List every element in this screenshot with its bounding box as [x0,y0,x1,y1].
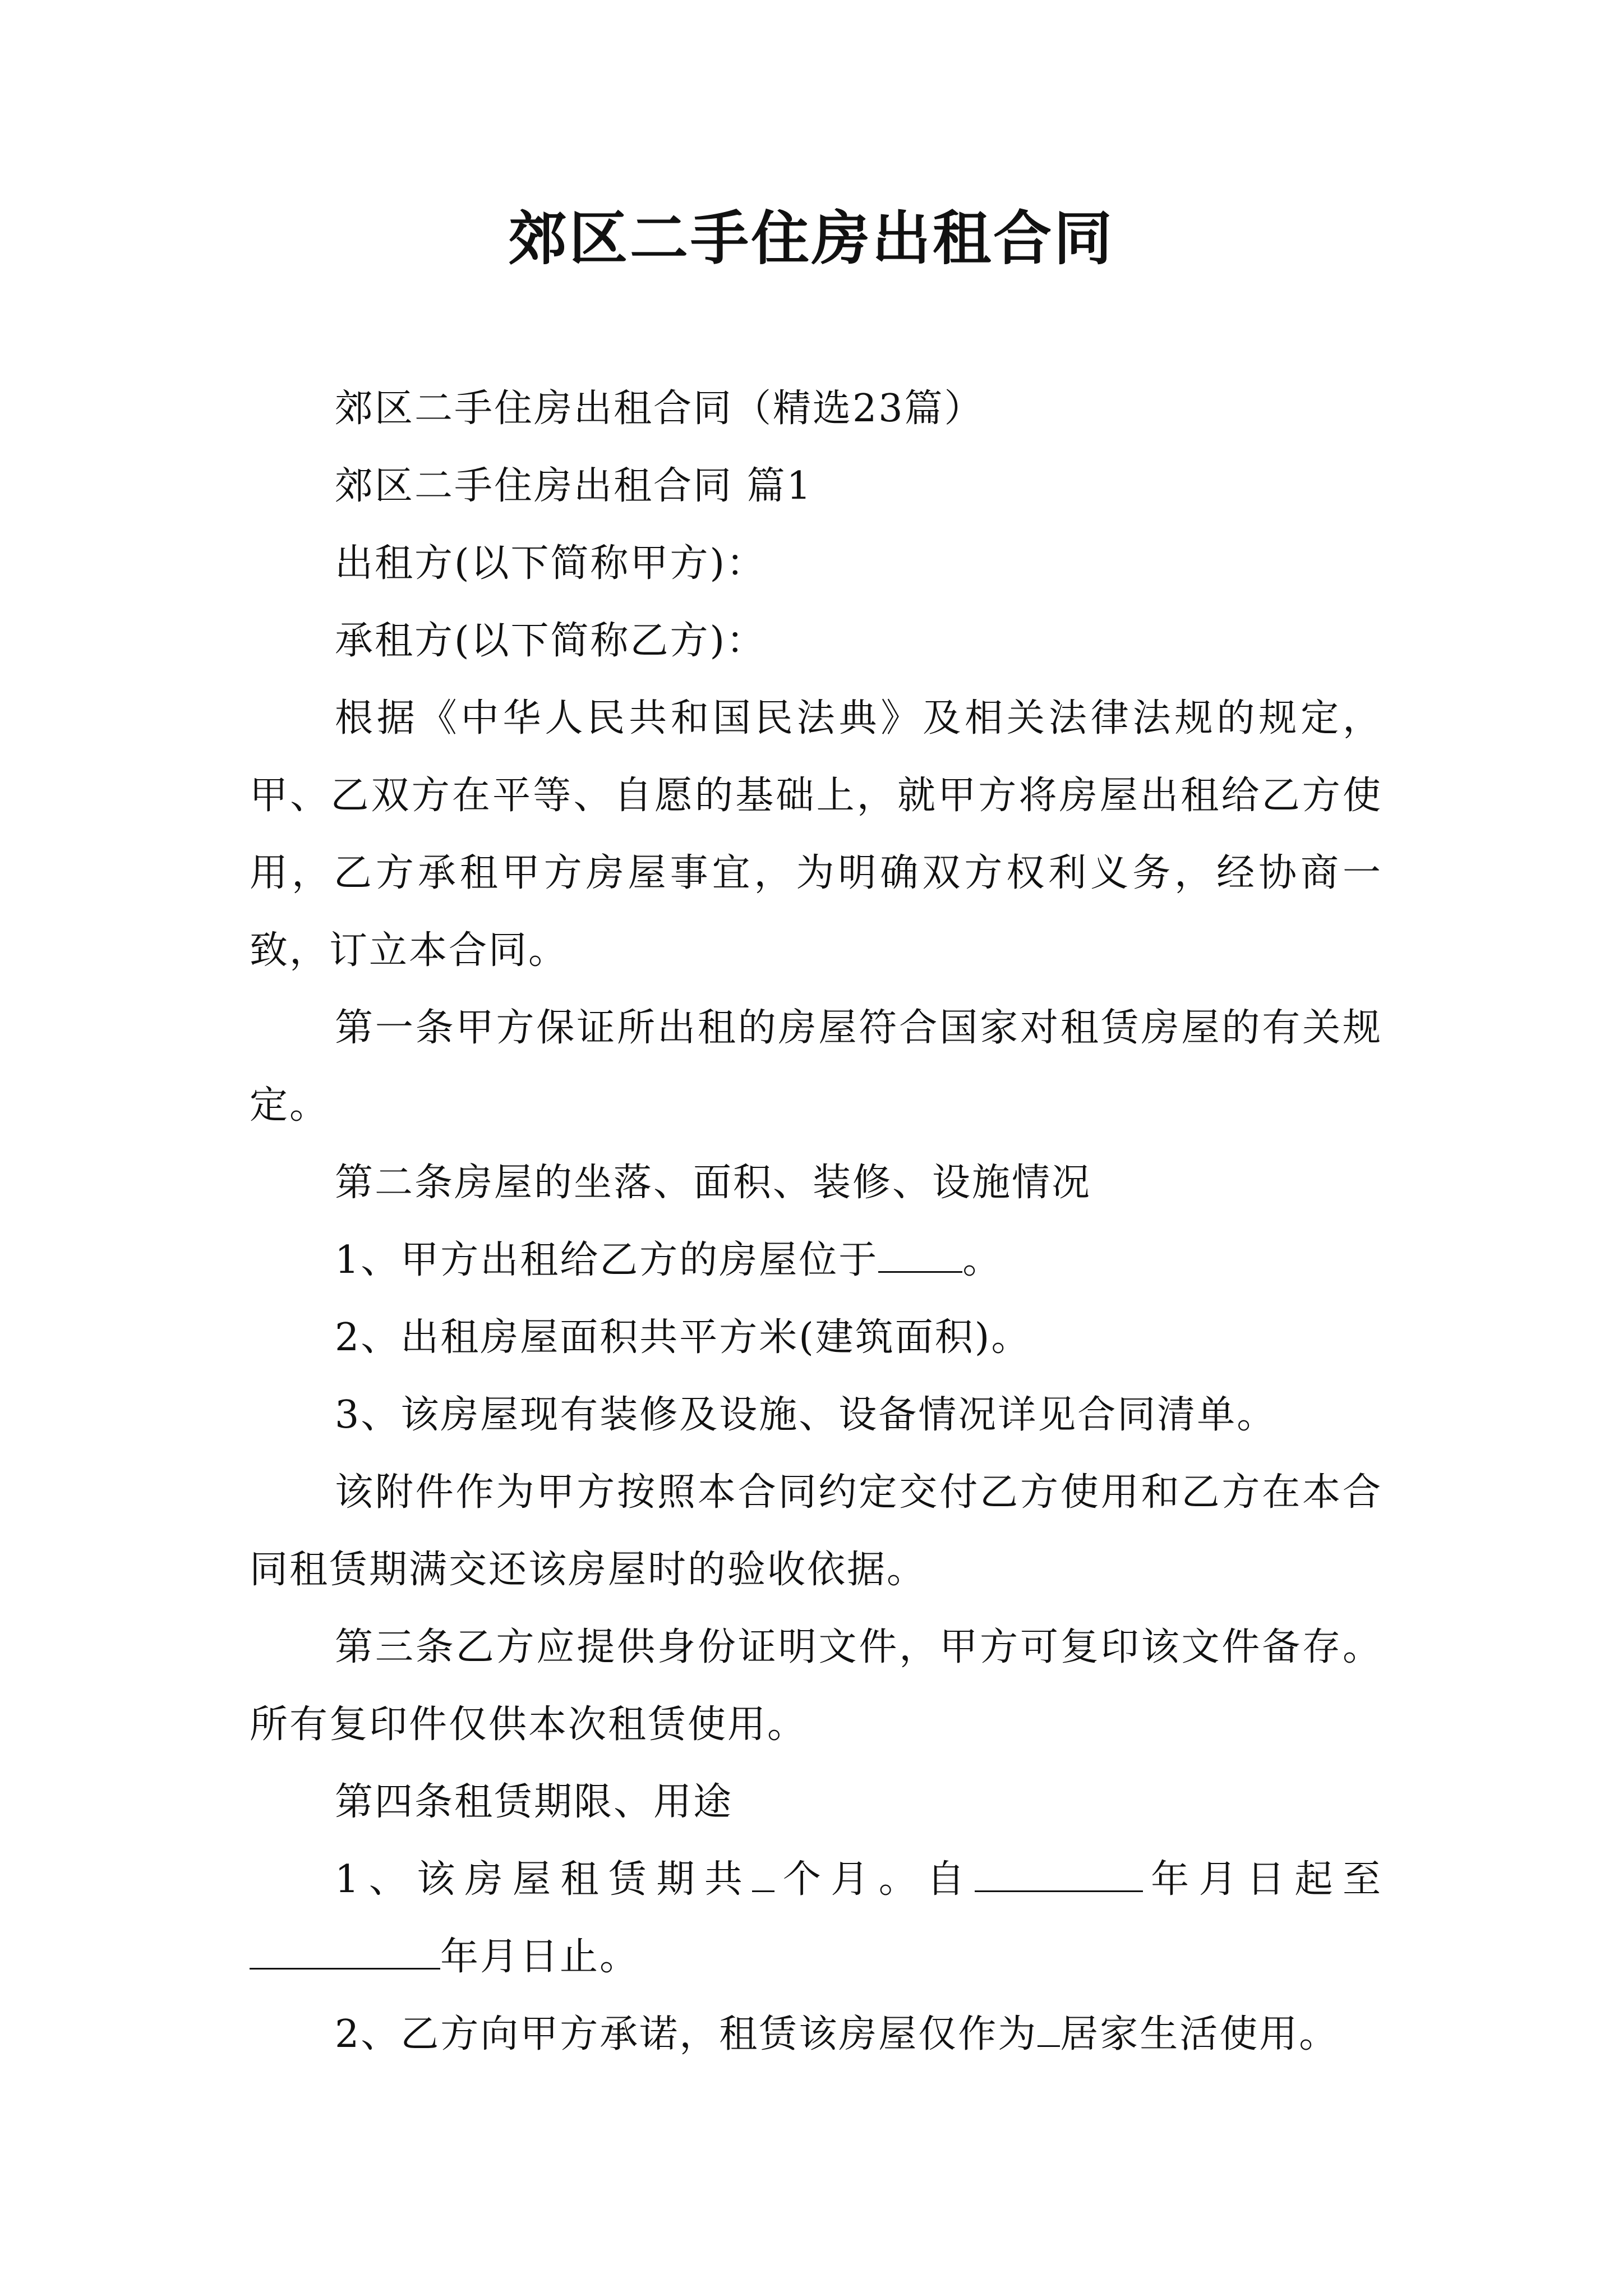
lessee-line: 承租方(以下简称乙方)： [335,619,767,663]
section-heading: 郊区二手住房出租合同 篇1 [335,464,813,508]
article-2-heading: 第二条房屋的坐落、面积、装修、设施情况 [335,1161,1092,1205]
item-text: 年月日止。 [440,1935,640,1979]
document-subtitle: 郊区二手住房出租合同（精选23篇） [335,386,984,431]
lessor-line: 出租方(以下简称甲方)： [335,541,767,586]
article-2-item-3: 3、该房屋现有装修及设施、设备情况详见合同清单。 [335,1393,1277,1437]
article-1-paragraph: 第一条甲方保证所出租的房屋符合国家对租赁房屋的有关规定。 [250,1006,1382,1128]
article-4-item-2 [250,1996,1382,2073]
article-4-item-1 [250,1841,1382,1996]
article-2-item-1 [250,1222,1382,1299]
purpose-blank [1038,2005,1060,2047]
article-3-paragraph: 第三条乙方应提供身份证明文件，甲方可复印该文件备存。所有复印件仅供本次租赁使用。 [250,1625,1382,1747]
article-2-attachment: 该附件作为甲方按照本合同约定交付乙方使用和乙方在本合同租赁期满交还该房屋时的验收依据。 [250,1470,1382,1592]
preamble-paragraph: 根据《中华人民共和国民法典》及相关法律法规的规定，甲、乙双方在平等、自愿的基础上，就甲方将房屋出租给乙方使用，乙方承租甲方房屋事宜，为明确双方权利义务，经协商一致，订立本合同。 [250,696,1382,973]
item-text-end: 。 [962,1238,1003,1282]
item-text: 1、甲方出租给乙方的房屋位于 [335,1238,879,1282]
item-text: 2、乙方向甲方承诺，租赁该房屋仅作为 [335,2012,1038,2056]
document-title: 郊区二手住房出租合同 [508,204,1114,273]
item-text: 1、该房屋租赁期共 [335,1857,753,1902]
end-date-blank [250,1928,440,1970]
item-text-end: 居家生活使用。 [1060,2012,1339,2056]
document-body [250,370,1382,2073]
start-date-blank [975,1851,1143,1892]
location-blank [878,1231,962,1273]
months-blank [752,1851,774,1892]
item-text: 年月日起至 [1142,1857,1382,1902]
article-2-item-2: 2、出租房屋面积共平方米(建筑面积)。 [335,1315,1031,1360]
item-text: 个月。自 [774,1857,975,1902]
article-4-heading: 第四条租赁期限、用途 [335,1780,734,1824]
